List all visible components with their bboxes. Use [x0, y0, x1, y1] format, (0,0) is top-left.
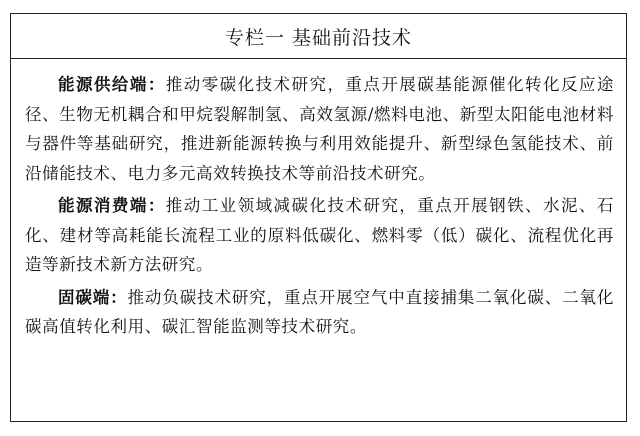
paragraph-text: 推动零碳化技术研究，重点开展碳基能源催化转化反应途径、生物无机耦合和甲烷裂解制氢、高效氢源/燃料电池、新型太阳能电池材料与器件等基础研究，推进新能源转换与利用效能提升、新型绿色氢能技术、前沿储能技术、电力多元高效转换技术等前沿技术研究。	[25, 75, 614, 183]
paragraph-energy-consumption	[25, 191, 614, 280]
paragraph-lead: 能源供给端：	[58, 75, 166, 94]
paragraph-carbon-fixation	[25, 283, 614, 342]
column-panel	[10, 13, 627, 422]
panel-body	[11, 59, 626, 342]
paragraph-text: 推动负碳技术研究，重点开展空气中直接捕集二氧化碳、二氧化碳高值转化利用、碳汇智能监测等技术研究。	[25, 287, 614, 336]
paragraph-text: 推动工业领域减碳化技术研究，重点开展钢铁、水泥、石化、建材等高耗能长流程工业的原料低碳化、燃料零（低）碳化、流程优化再造等新技术新方法研究。	[25, 196, 614, 274]
panel-title: 专栏一 基础前沿技术	[11, 14, 626, 59]
paragraph-lead: 能源消费端：	[58, 196, 166, 215]
paragraph-energy-supply	[25, 70, 614, 188]
paragraph-lead: 固碳端：	[58, 287, 128, 307]
